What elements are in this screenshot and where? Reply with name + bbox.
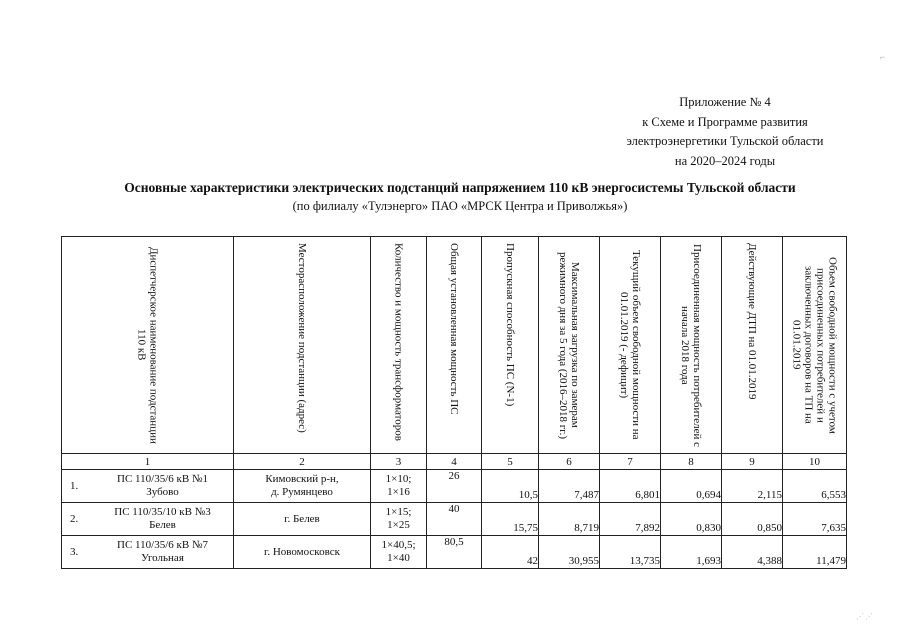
- table-row: [62, 470, 847, 503]
- appendix-line-2: к Схеме и Программе развития: [642, 114, 808, 129]
- header-max-load: Максимальная загрузка по замерам режимного дня за 5 года (2016–2018 гг.): [557, 251, 581, 439]
- substation-name: ПС 110/35/6 кВ №1: [117, 473, 208, 485]
- capacity-cell: 10,5: [482, 470, 539, 503]
- appendix-block: [560, 93, 890, 171]
- free-with-contracts-cell: 7,635: [783, 503, 847, 536]
- connected-power-cell: 1,693: [661, 536, 722, 569]
- location-cell: [234, 503, 371, 536]
- dtp-cell: 2,115: [722, 470, 783, 503]
- substation-name-cell: [62, 503, 234, 536]
- scan-corner-mark: ⋰⋰: [856, 612, 874, 621]
- page-edge-mark: ⌐: [880, 52, 886, 62]
- header-transformers: Количество и мощность трансформаторов: [392, 243, 405, 441]
- header-dispatch-name: Диспетчерское наименование подстанции 110 кВ: [135, 246, 160, 444]
- transformers-cell: [371, 470, 427, 503]
- header-cell: [371, 237, 427, 454]
- table-row: [62, 503, 847, 536]
- transformers-line-1: 1×15;: [385, 506, 412, 518]
- row-index: 2.: [70, 512, 79, 525]
- header-free-with-contracts: Объем свободной мощности с учетом присоединенных потребителей и заключенных договоров на ТП на 01.01.2019: [790, 256, 839, 434]
- header-installed-power: Общая установленная мощность ПС: [448, 243, 460, 415]
- header-cell: [427, 237, 482, 454]
- substations-table: [61, 236, 847, 569]
- appendix-line-3: электроэнергетики Тульской области: [626, 134, 824, 148]
- column-number: 10: [783, 454, 847, 470]
- column-number: 6: [539, 454, 600, 470]
- connected-power-cell: 0,830: [661, 503, 722, 536]
- header-free-power: Текущий объем свободной мощности на 01.01.2019 (- дефицит): [618, 250, 642, 440]
- dtp-cell: 0,850: [722, 503, 783, 536]
- document-title: Основные характеристики электрических подстанций напряжением 110 кВ энергосистемы Тульской области: [124, 180, 796, 195]
- column-number: 9: [722, 454, 783, 470]
- free-power-cell: 6,801: [600, 470, 661, 503]
- location-cell: [234, 536, 371, 569]
- header-dtp: Действующие ДТП на 01.01.2019: [746, 243, 758, 400]
- row-index: 3.: [70, 545, 79, 558]
- substation-name-line-2: Угольная: [141, 552, 184, 564]
- dtp-cell: 4,388: [722, 536, 783, 569]
- substation-name-line-2: Зубово: [146, 486, 179, 498]
- header-cell: [600, 237, 661, 454]
- installed-power-cell: 40: [427, 503, 482, 536]
- transformers-line-2: 1×16: [387, 486, 410, 498]
- max-load-cell: 7,487: [539, 470, 600, 503]
- location-cell: [234, 470, 371, 503]
- location-line-2: д. Румянцево: [271, 486, 333, 498]
- column-number: 5: [482, 454, 539, 470]
- appendix-line-1: Приложение № 4: [679, 95, 771, 109]
- transformers-line-2: 1×40: [387, 552, 410, 564]
- row-index: 1.: [70, 479, 79, 492]
- substation-name-cell: [62, 536, 234, 569]
- column-number: 1: [62, 454, 234, 470]
- header-cell: [722, 237, 783, 454]
- appendix-line-4: на 2020–2024 годы: [674, 153, 776, 168]
- column-number: 3: [371, 454, 427, 470]
- column-number: 8: [661, 454, 722, 470]
- transformers-cell: [371, 503, 427, 536]
- location-line-1: г. Белев: [284, 512, 320, 525]
- header-row: [62, 237, 847, 454]
- installed-power-cell: 26: [427, 470, 482, 503]
- column-numbers-row: [62, 454, 847, 470]
- column-number: 2: [234, 454, 371, 470]
- location-line-1: г. Новомосковск: [264, 545, 340, 558]
- table-row: [62, 536, 847, 569]
- free-with-contracts-cell: 11,479: [783, 536, 847, 569]
- transformers-line-2: 1×25: [387, 519, 410, 531]
- free-power-cell: 7,892: [600, 503, 661, 536]
- header-location: Месторасположение подстанции (адрес): [296, 243, 308, 433]
- header-connected-power: Присоединенная мощность потребителей с начала 2018 года: [679, 243, 703, 447]
- installed-power-cell: 80,5: [427, 536, 482, 569]
- transformers-line-1: 1×10;: [385, 473, 412, 485]
- header-capacity: Пропускная способность ПС (N-1): [504, 243, 516, 407]
- header-cell: [783, 237, 847, 454]
- substation-name: ПС 110/35/10 кВ №3: [114, 506, 211, 518]
- header-cell: [539, 237, 600, 454]
- header-cell: [62, 237, 234, 454]
- header-cell: [661, 237, 722, 454]
- transformers-cell: [371, 536, 427, 569]
- location-line-1: Кимовский р-н,: [265, 473, 339, 485]
- capacity-cell: 42: [482, 536, 539, 569]
- max-load-cell: 8,719: [539, 503, 600, 536]
- column-number: 7: [600, 454, 661, 470]
- transformers-line-1: 1×40,5;: [381, 539, 416, 551]
- header-cell: [482, 237, 539, 454]
- capacity-cell: 15,75: [482, 503, 539, 536]
- connected-power-cell: 0,694: [661, 470, 722, 503]
- free-with-contracts-cell: 6,553: [783, 470, 847, 503]
- document-subtitle: (по филиалу «Тулэнерго» ПАО «МРСК Центра и Приволжья»): [292, 199, 628, 213]
- header-cell: [234, 237, 371, 454]
- substation-name-cell: [62, 470, 234, 503]
- substation-name: ПС 110/35/6 кВ №7: [117, 539, 208, 551]
- column-number: 4: [427, 454, 482, 470]
- substation-name-line-2: Белев: [149, 519, 176, 531]
- max-load-cell: 30,955: [539, 536, 600, 569]
- free-power-cell: 13,735: [600, 536, 661, 569]
